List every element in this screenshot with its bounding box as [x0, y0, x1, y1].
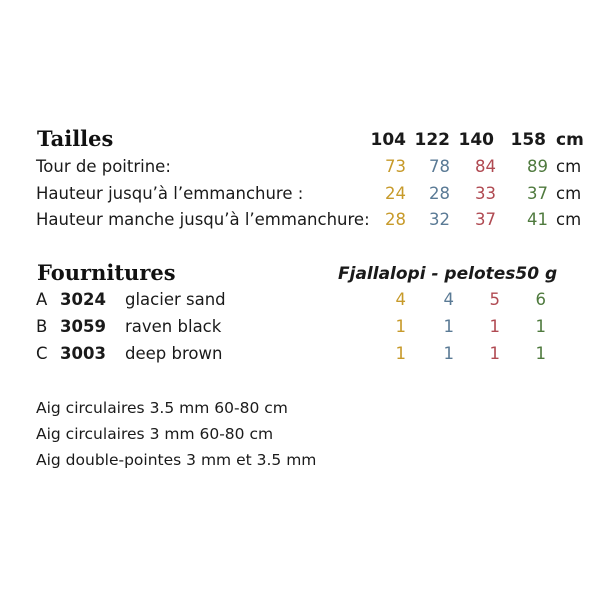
supply-qty: 1 — [535, 317, 546, 336]
size-row-label: Hauteur manche jusqu’à l’emmanchure: — [36, 210, 370, 229]
supply-name: glacier sand — [125, 290, 226, 309]
size-row-unit: cm — [556, 157, 582, 176]
supply-qty: 4 — [395, 290, 406, 309]
supply-code: 3003 — [60, 344, 106, 363]
size-header-140: 140 — [458, 130, 494, 150]
supply-qty: 1 — [443, 344, 454, 363]
supply-code: 3024 — [60, 290, 106, 309]
size-row-value: 84 — [475, 157, 496, 176]
sizes-title: Tailles — [37, 126, 114, 151]
size-header-122: 122 — [414, 130, 450, 150]
supply-qty: 6 — [535, 290, 546, 309]
supply-letter: B — [36, 317, 48, 336]
size-header-unit: cm — [556, 130, 584, 150]
size-row-value: 28 — [429, 184, 450, 203]
size-row-unit: cm — [556, 210, 582, 229]
supply-letter: A — [36, 290, 48, 309]
size-header-158: 158 — [510, 130, 546, 150]
supplies-title: Fournitures — [37, 260, 176, 285]
supply-qty: 5 — [489, 290, 500, 309]
supply-qty: 1 — [395, 317, 406, 336]
supply-code: 3059 — [60, 317, 106, 336]
supply-qty: 1 — [489, 317, 500, 336]
supply-qty: 4 — [443, 290, 454, 309]
supply-name: deep brown — [125, 344, 223, 363]
size-row-value: 73 — [385, 157, 406, 176]
size-row-label: Hauteur jusqu’à l’emmanchure : — [36, 184, 304, 203]
size-row-value: 33 — [475, 184, 496, 203]
size-row-value: 37 — [475, 210, 496, 229]
supply-qty: 1 — [443, 317, 454, 336]
needle-line: Aig circulaires 3.5 mm 60-80 cm — [36, 399, 288, 417]
size-row-label: Tour de poitrine: — [36, 157, 171, 176]
size-row-value: 24 — [385, 184, 406, 203]
supply-qty: 1 — [395, 344, 406, 363]
size-row-value: 28 — [385, 210, 406, 229]
supply-qty: 1 — [489, 344, 500, 363]
size-row-unit: cm — [556, 184, 582, 203]
needle-line: Aig double-pointes 3 mm et 3.5 mm — [36, 451, 317, 469]
supply-letter: C — [36, 344, 48, 363]
needle-line: Aig circulaires 3 mm 60-80 cm — [36, 425, 274, 443]
size-row-value: 37 — [527, 184, 548, 203]
yarn-subheader: Fjallalopi - pelotes50 g — [338, 264, 558, 284]
size-header-104: 104 — [370, 130, 406, 150]
supply-name: raven black — [125, 317, 222, 336]
size-row-value: 89 — [527, 157, 548, 176]
supply-qty: 1 — [535, 344, 546, 363]
size-row-value: 32 — [429, 210, 450, 229]
size-row-value: 78 — [429, 157, 450, 176]
size-row-value: 41 — [527, 210, 548, 229]
